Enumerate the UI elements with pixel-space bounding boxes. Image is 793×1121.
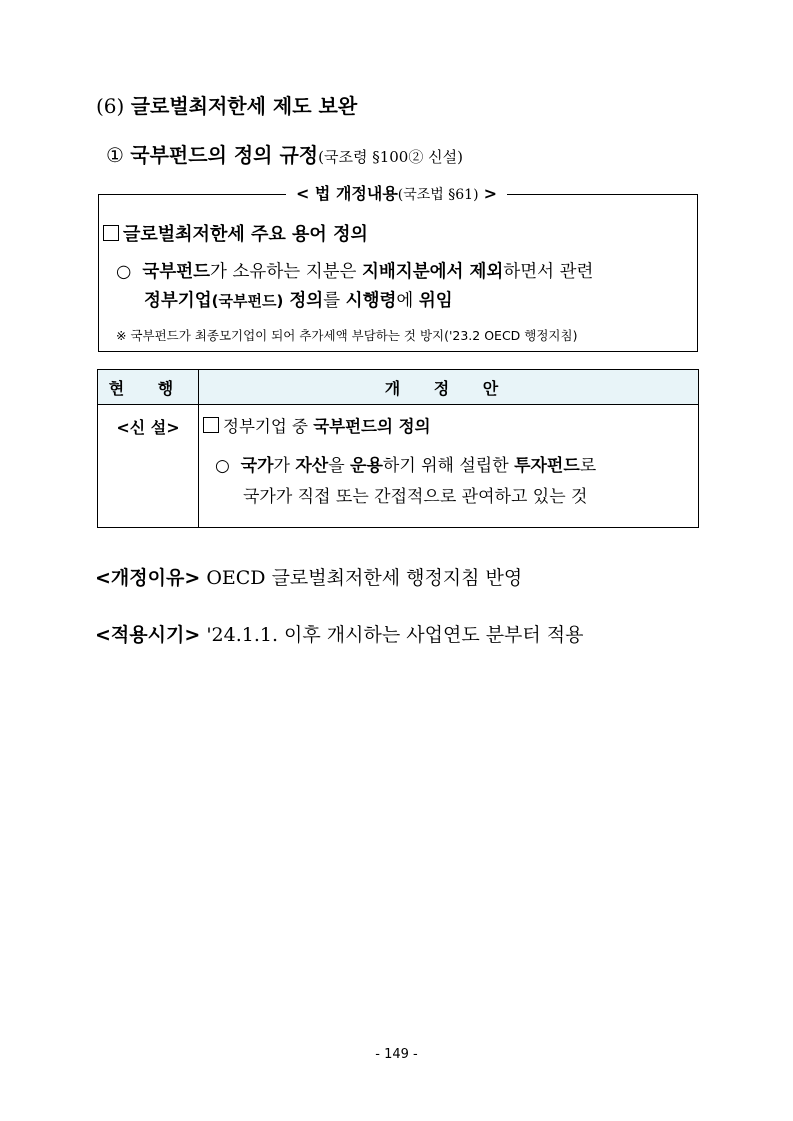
proposed-item-text: 정부기업 중 [223, 417, 314, 436]
proposed-text-3: 하기 위해 설립한 [382, 456, 515, 476]
proposed-item-bold: 국부펀드의 정의 [313, 417, 431, 436]
page-number: - 149 - [375, 1047, 418, 1062]
box-note: ※ 국부펀드가 최종모기업이 되어 추가세액 부담하는 것 방지('23.2 OECD 행정지침) [116, 328, 578, 343]
header-proposed: 개 정 안 [199, 370, 699, 405]
law-box-title-end: > [483, 184, 498, 203]
reason-text: OECD 글로벌최저한세 행정지침 반영 [206, 567, 523, 589]
proposed-bullet-line-1 [203, 451, 694, 476]
bullet-circle-icon: ○ [215, 456, 230, 476]
bullet-bold-4: (국부펀드) [211, 292, 284, 310]
proposed-item [203, 413, 694, 437]
bullet-bold-7: 위임 [418, 291, 453, 311]
section-heading [96, 90, 357, 119]
law-box-title-text: < 법 개정내용 [295, 184, 398, 203]
reason-label: <개정이유> [95, 567, 201, 589]
checkbox-square-icon [203, 417, 219, 433]
proposed-bold-4: 투자펀드 [514, 456, 580, 476]
proposed-text-2: 을 [328, 456, 351, 476]
table-header-row [98, 370, 699, 405]
bullet-circle-icon: ○ [116, 262, 132, 282]
section-title: 글로벌최저한세 제도 보완 [130, 94, 358, 118]
box-top-border-right [507, 194, 698, 195]
proposed-text-4: 로 [579, 456, 597, 476]
bullet-text-4: 에 [396, 291, 419, 311]
proposed-text-1: 가 [273, 456, 296, 476]
box-bullet-line-1 [116, 258, 593, 283]
proposed-bold-2: 자산 [295, 456, 329, 476]
proposed-bullet-line-2: 국가가 직접 또는 간접적으로 관여하고 있는 것 [243, 487, 588, 507]
header-current: 현 행 [98, 370, 199, 405]
bullet-bold-3: 정부기업 [144, 291, 212, 311]
sub-heading [106, 139, 463, 168]
current-cell: <신 설> [98, 405, 199, 528]
sub-heading-ref: (국조령 §100② 신설) [318, 148, 463, 166]
timing-label: <적용시기> [95, 624, 201, 646]
table-row [98, 405, 699, 528]
box-item-text: 글로벌최저한세 주요 용어 정의 [123, 224, 368, 245]
box-item [103, 220, 368, 246]
bullet-bold-1: 국부펀드 [142, 262, 211, 282]
proposed-cell [199, 405, 699, 528]
checkbox-square-icon [103, 225, 119, 241]
comparison-table [97, 369, 699, 528]
timing-text: '24.1.1. 이후 개시하는 사업연도 분부터 적용 [206, 624, 584, 646]
box-bullet-line-2 [144, 287, 453, 312]
bullet-text-3: 를 [323, 291, 346, 311]
bullet-text-1: 가 소유하는 지분은 [210, 262, 362, 282]
section-number: (6) [96, 94, 125, 118]
law-box-title [0, 181, 793, 204]
bullet-bold-5: 정의 [283, 291, 324, 311]
bullet-bold-2: 지배지분에서 제외 [361, 262, 504, 282]
bullet-text-2: 하면서 관련 [503, 262, 594, 282]
sub-heading-title: 국부펀드의 정의 규정 [130, 143, 319, 167]
bullet-bold-6: 시행령 [345, 291, 397, 311]
proposed-bold-1: 국가 [240, 456, 274, 476]
sub-heading-marker: ① [106, 143, 124, 167]
law-box-title-ref: (국조법 §61) [397, 187, 479, 203]
timing-line [95, 620, 584, 647]
reason-line [95, 563, 522, 590]
proposed-bold-3: 운용 [350, 456, 383, 476]
